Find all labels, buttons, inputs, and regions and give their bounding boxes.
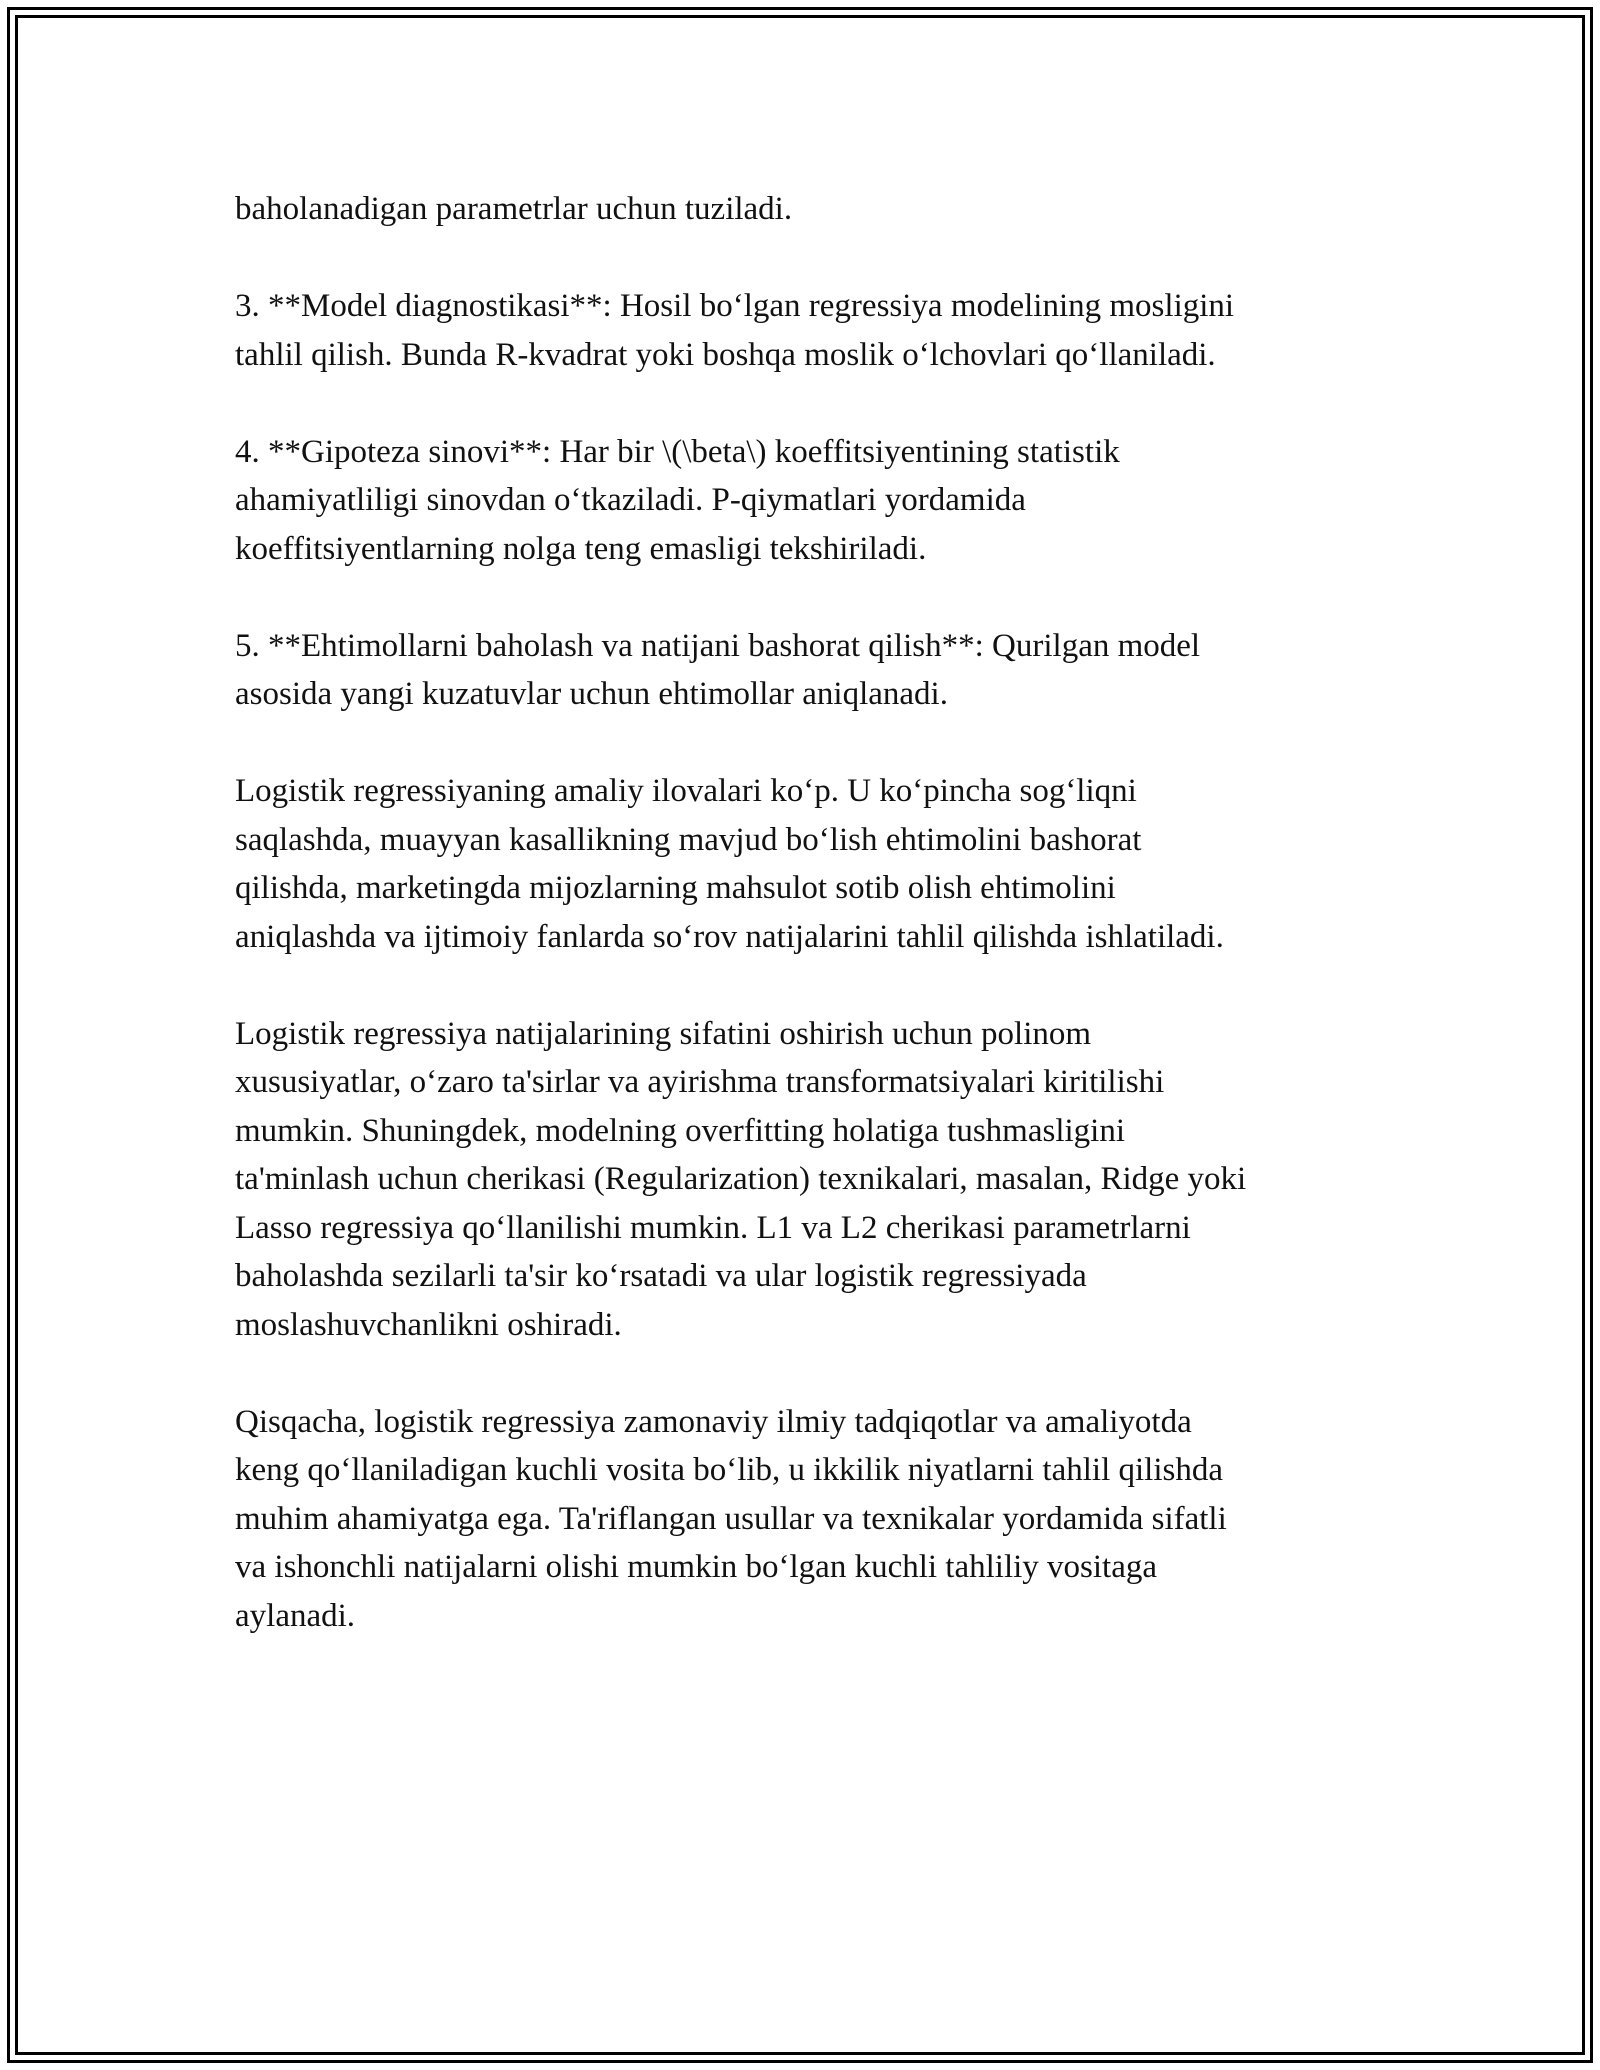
text-line: koeffitsiyentlarning nolga teng emasligi tekshiriladi. xyxy=(235,530,927,567)
text-line: muhim ahamiyatga ega. Ta'riflangan usullar va texnikalar yordamida sifatli xyxy=(235,1500,1227,1537)
text-line: 4. **Gipoteza sinovi**: Har bir \(\beta\) koeffitsiyentining statistik xyxy=(235,433,1120,470)
text-line: aniqlashda va ijtimoiy fanlarda so‘rov natijalarini tahlil qilishda ishlatiladi. xyxy=(235,918,1224,955)
text-line: saqlashda, muayyan kasallikning mavjud bo‘lish ehtimolini bashorat xyxy=(235,821,1142,858)
text-line: tahlil qilish. Bunda R-kvadrat yoki boshqa moslik o‘lchovlari qo‘llaniladi. xyxy=(235,336,1216,373)
paragraph-hypothesis-testing xyxy=(235,428,1375,574)
text-line: 5. **Ehtimollarni baholash va natijani bashorat qilish**: Qurilgan model xyxy=(235,627,1201,664)
text-line: Qisqacha, logistik regressiya zamonaviy ilmiy tadqiqotlar va amaliyotda xyxy=(235,1403,1192,1440)
text-line: baholanadigan parametrlar uchun tuziladi. xyxy=(235,191,793,227)
text-line: xususiyatlar, o‘zaro ta'sirlar va ayirishma transformatsiyalari kiritilishi xyxy=(235,1064,1165,1100)
text-line: moslashuvchanlikni oshiradi. xyxy=(235,1306,622,1343)
text-line: Logistik regressiyaning amaliy ilovalari ko‘p. U ko‘pincha sog‘liqni xyxy=(235,773,1137,809)
document-body xyxy=(235,185,1375,1689)
text-line: aylanadi. xyxy=(235,1597,356,1634)
paragraph-continuation xyxy=(235,185,1375,234)
text-line: Lasso regressiya qo‘llanilishi mumkin. L1 va L2 cherikasi parametrlarni xyxy=(235,1209,1191,1246)
text-line: ta'minlash uchun cherikasi (Regularization) texnikalari, masalan, Ridge yoki xyxy=(235,1161,1247,1197)
paragraph-model-diagnostics xyxy=(235,282,1375,379)
text-line: Logistik regressiya natijalarining sifatini oshirish uchun polinom xyxy=(235,1015,1092,1052)
text-line: va ishonchli natijalarni olishi mumkin bo‘lgan kuchli tahliliy vositaga xyxy=(235,1549,1158,1585)
text-line: asosida yangi kuzatuvlar uchun ehtimollar aniqlanadi. xyxy=(235,676,948,712)
paragraph-probability-estimation xyxy=(235,622,1375,719)
text-line: 3. **Model diagnostikasi**: Hosil bo‘lgan regressiya modelining mosligini xyxy=(235,288,1235,324)
text-line: mumkin. Shuningdek, modelning overfitting holatiga tushmasligini xyxy=(235,1112,1126,1149)
text-line: ahamiyatliligi sinovdan o‘tkaziladi. P-qiymatlari yordamida xyxy=(235,482,1026,518)
text-line: qilishda, marketingda mijozlarning mahsulot sotib olish ehtimolini xyxy=(235,870,1116,906)
paragraph-applications xyxy=(235,767,1375,961)
text-line: keng qo‘llaniladigan kuchli vosita bo‘lib, u ikkilik niyatlarni tahlil qilishda xyxy=(235,1452,1224,1488)
paragraph-conclusion xyxy=(235,1398,1375,1641)
paragraph-improvement xyxy=(235,1010,1375,1350)
text-line: baholashda sezilarli ta'sir ko‘rsatadi va ular logistik regressiyada xyxy=(235,1258,1087,1294)
